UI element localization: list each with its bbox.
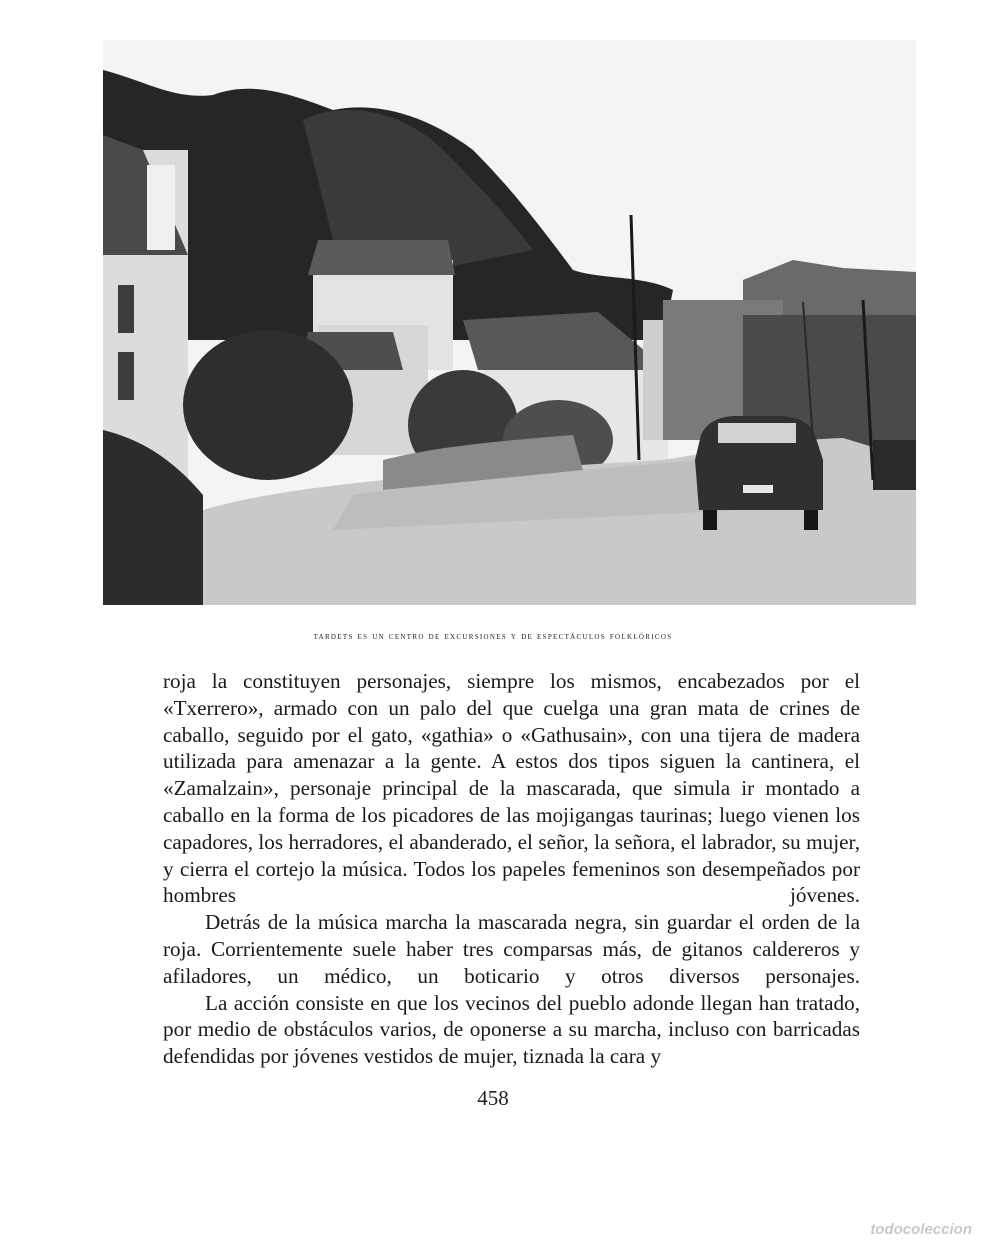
article-body (163, 668, 860, 1070)
page-number: 458 (477, 1086, 509, 1110)
village-street-photo (103, 40, 916, 605)
watermark: todocoleccion (870, 1221, 972, 1238)
body-paragraph: La acción consiste en que los vecinos del pueblo adonde llegan han tratado, por medio de obstáculos varios, de oponerse a su marcha, incluso con barricadas defendidas por jóvenes vestidos de mujer, tiznada la cara y (163, 990, 860, 1069)
figure-caption: tardets es un centro de excursiones y de espectáculos folklóricos (313, 631, 673, 642)
body-paragraph: Detrás de la música marcha la mascarada negra, sin guardar el orden de la roja. Corrientemente suele haber tres comparsas más, de gitanos caldereros y afiladores, un médico, un boticario y otros diversos personajes. (163, 910, 860, 988)
body-paragraph: roja la constituyen personajes, siempre los mismos, encabezados por el «Txerrero», armado con un palo del que cuelga una gran mata de crines de caballo, seguido por el gato, «gathia» o «Gathusain», con una tijera de madera utilizada para amenazar a la gente. A estos dos tipos siguen la cantinera, el «Zamalzain», personaje principal de la mascarada, que simula ir montado a caballo en la forma de los picadores de las mojigangas taurinas; luego vienen los capadores, los herradores, el abanderado, el señor, la señora, el labrador, su mujer, y cierra el cortejo la música. Todos los papeles femeninos son desempeñados por hombres jóvenes. (163, 669, 860, 908)
